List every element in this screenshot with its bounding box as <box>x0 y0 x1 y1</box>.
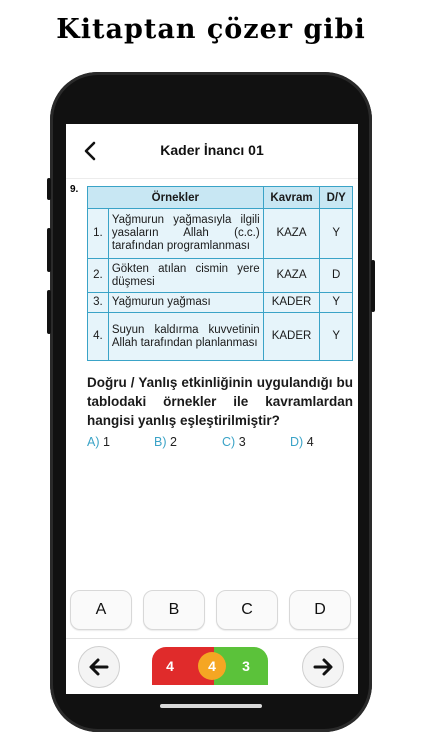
app-screen <box>66 124 358 694</box>
option-letter: B) <box>154 435 167 449</box>
app-bar <box>66 124 358 179</box>
answer-button-d[interactable]: D <box>289 590 351 630</box>
correct-count: 3 <box>242 658 250 674</box>
arrow-left-icon <box>87 655 111 679</box>
table-header-row <box>88 187 353 209</box>
page-title: Kader İnancı 01 <box>160 142 264 158</box>
question-table <box>87 186 353 361</box>
answer-button-b[interactable]: B <box>143 590 205 630</box>
question-text: Doğru / Yanlış etkinliğinin uygulandığı bu tablodaki örnekler ile kavramlardan hangisi yanlış eşleştirilmiştir? <box>87 375 353 428</box>
table-row <box>88 209 353 259</box>
column-header: Kavram <box>263 187 320 209</box>
row-index: 1. <box>88 209 109 259</box>
next-button[interactable] <box>302 646 344 688</box>
row-concept: KAZA <box>263 209 320 259</box>
option-value: 3 <box>238 435 246 449</box>
phone-side-button <box>47 178 51 200</box>
row-concept: KAZA <box>263 259 320 293</box>
row-example: Yağmurun yağmasıyla ilgili yasaların Allah (c.c.) tarafından programlanması <box>108 209 263 259</box>
answer-button-c[interactable]: C <box>216 590 278 630</box>
option-b <box>154 435 177 449</box>
row-concept: KADER <box>263 293 320 313</box>
option-letter: A) <box>87 435 100 449</box>
option-a <box>87 435 110 449</box>
previous-button[interactable] <box>78 646 120 688</box>
option-letter: D) <box>290 435 304 449</box>
row-dy: Y <box>320 209 353 259</box>
home-indicator <box>160 704 262 708</box>
phone-side-button <box>47 228 51 272</box>
row-index: 2. <box>88 259 109 293</box>
table-row <box>88 313 353 361</box>
row-example: Yağmurun yağması <box>108 293 263 313</box>
option-d <box>290 435 314 449</box>
answer-button-a[interactable]: A <box>70 590 132 630</box>
row-dy: D <box>320 259 353 293</box>
phone-side-button <box>47 290 51 334</box>
option-value: 4 <box>306 435 314 449</box>
score-bar <box>152 647 268 685</box>
column-header: Örnekler <box>88 187 264 209</box>
column-header: D/Y <box>320 187 353 209</box>
table-row <box>88 259 353 293</box>
divider <box>66 638 358 639</box>
row-dy: Y <box>320 293 353 313</box>
arrow-right-icon <box>311 655 335 679</box>
empty-count: 4 <box>198 652 226 680</box>
question-number: 9. <box>70 184 79 195</box>
option-value: 2 <box>169 435 177 449</box>
headline: Kitaptan çözer gibi <box>56 14 366 45</box>
row-index: 3. <box>88 293 109 313</box>
row-example: Gökten atılan cismin yere düşmesi <box>108 259 263 293</box>
wrong-count: 4 <box>166 658 174 674</box>
row-concept: KADER <box>263 313 320 361</box>
phone-side-button <box>371 260 375 312</box>
row-example: Suyun kaldırma kuvvetinin Allah tarafından planlanması <box>108 313 263 361</box>
row-index: 4. <box>88 313 109 361</box>
option-value: 1 <box>102 435 110 449</box>
row-dy: Y <box>320 313 353 361</box>
table-row <box>88 293 353 313</box>
option-c <box>222 435 246 449</box>
option-letter: C) <box>222 435 236 449</box>
